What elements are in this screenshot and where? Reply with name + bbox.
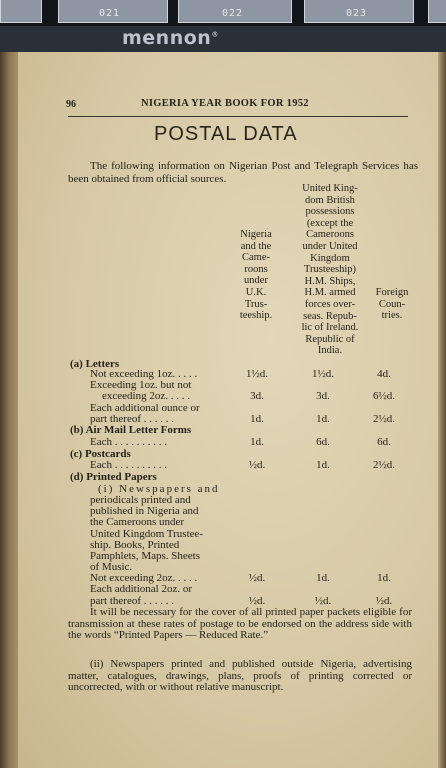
rate-cell: 1½d. [246, 368, 268, 380]
text-line: of Music. [90, 561, 133, 573]
text-line: United Kingdom Trustee- [90, 528, 204, 540]
brand-bar [0, 26, 446, 52]
row-label: Each . . . . . . . . . . [90, 436, 167, 448]
rate-cell: ½d. [248, 459, 266, 471]
rate-cell: 2½d. [373, 413, 395, 425]
frame-thumbnail[interactable] [0, 0, 42, 23]
row-label: Each additional 2oz. or [90, 583, 193, 595]
rate-cell: 1d. [250, 436, 264, 448]
frame-number: 023 [346, 8, 368, 19]
column-heading-uk: United King- dom British possessions (except the Cameroons under United Kingdom Trusteeship) H.M. Ships, H.M. armed forces over- seas. Repub- lic of Ireland. Republic of India. [301, 183, 359, 357]
rate-cell: 6d. [316, 436, 330, 448]
brand-logo: mennon® [122, 27, 219, 49]
row-label: exceeding 2oz. . . . . [102, 390, 190, 402]
page-shadow [438, 52, 446, 768]
row-label: Each . . . . . . . . . . [90, 459, 167, 471]
row-label: Each additional ounce or [90, 402, 200, 414]
section-heading-letters: (a) Letters [70, 358, 120, 370]
page-title: POSTAL DATA [154, 123, 298, 145]
rate-cell: ½d. [314, 595, 332, 607]
header-rule [68, 116, 408, 117]
text-line: the Cameroons under [90, 516, 185, 528]
note-paragraph: (ii) Newspapers printed and published outside Nigeria, advertising matter, catalogues, drawings, plans, proofs of printing corrected or uncorrected, with or without relative manuscript. [68, 658, 412, 694]
text-line: Pamphlets, Maps. Sheets [90, 550, 200, 562]
row-label: part thereof . . . . . . [90, 413, 174, 425]
rate-cell: ½d. [248, 572, 266, 584]
rate-cell: 3d. [316, 390, 330, 402]
rate-cell: 3d. [250, 390, 264, 402]
note-paragraph: It will be necessary for the cover of all printed paper packets eligible for transmission at these rates of postage to be endorsed on the address side with the words “Printed Papers — Reduced Rate.” [68, 606, 412, 642]
column-heading-foreign: Foreign Coun- tries. [375, 287, 409, 322]
rate-cell: 1d. [316, 413, 330, 425]
rate-cell: 1d. [316, 572, 330, 584]
subsection-label: (i) Newspapers and [98, 483, 220, 495]
rate-cell: 6d. [377, 436, 391, 448]
row-label: Exceeding 1oz. but not [90, 379, 192, 391]
rate-cell: 1½d. [312, 368, 334, 380]
intro-paragraph: The following information on Nigerian Post and Telegraph Services has been obtained from official sources. [68, 160, 418, 185]
rate-cell: 6½d. [373, 390, 395, 402]
row-label: Not exceeding 2oz. . . . . [90, 572, 198, 584]
running-head: NIGERIA YEAR BOOK FOR 1952 [141, 98, 309, 109]
rate-cell: 1d. [316, 459, 330, 471]
rate-cell: 2½d. [373, 459, 395, 471]
frame-thumbnail[interactable] [428, 0, 446, 23]
section-heading-postcards: (c) Postcards [70, 448, 131, 460]
row-label: part thereof . . . . . . [90, 595, 174, 607]
text-line: periodicals printed and [90, 494, 191, 506]
rate-cell: 4d. [377, 368, 391, 380]
frame-number: 021 [99, 8, 121, 19]
section-heading-air-mail: (b) Air Mail Letter Forms [70, 424, 192, 436]
text-line: ship. Books, Printed [90, 539, 180, 551]
page-number: 96 [66, 99, 76, 110]
rate-cell: ½d. [248, 595, 266, 607]
section-heading-printed-papers: (d) Printed Papers [70, 471, 157, 483]
rate-cell: 1d. [377, 572, 391, 584]
rate-cell: 1d. [250, 413, 264, 425]
film-strip [0, 0, 446, 26]
frame-number: 022 [222, 8, 244, 19]
rate-cell: ½d. [375, 595, 393, 607]
column-heading-nigeria: Nigeria and the Came- roons under U.K. Trus- teeship. [239, 229, 273, 322]
text-line: published in Nigeria and [90, 505, 199, 517]
row-label: Not exceeding 1oz. . . . . [90, 368, 198, 380]
